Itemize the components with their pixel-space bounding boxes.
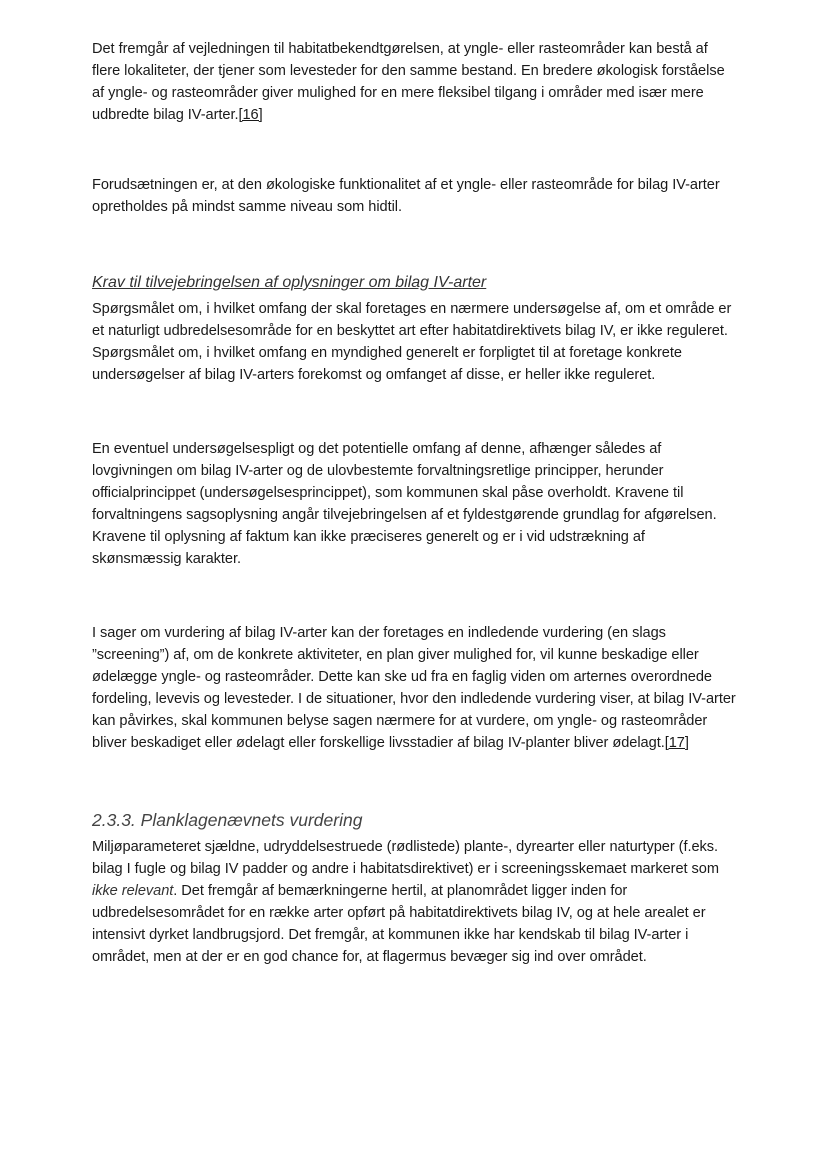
paragraph-text-before: Miljøparameteret sjældne, udryddelsestruede (rødlistede) plante-, dyrearter eller naturtyper (f.eks. bilag I fugle og bilag IV padder og andre i habitatsdirektivet) er i screeningsskemaet markeret som: [92, 839, 719, 877]
paragraph-forudsaetning: [92, 174, 737, 218]
paragraph-text-after: . Det fremgår af bemærkningerne hertil, at planområdet ligger inden for udbredelsesområdet for en række arter opført på habitatdirektivets bilag IV, og at hele arealet er intensivt dyrket landbrugsjord. Det fremgår, at kommunen ikke har kendskab til bilag IV-arter i området, men at der er en god chance for, at flagermus bevæger sig ind over området.: [92, 883, 706, 965]
paragraph-yngle-rasteomraader: [92, 38, 737, 126]
footnote-link-16[interactable]: [16]: [238, 107, 263, 123]
paragraph-text: Spørgsmålet om, i hvilket omfang der skal foretages en nærmere undersøgelse af, om et område er et naturligt udbredelsesområde for en beskyttet art efter habitatdirektivets bilag IV, er ikke reguleret. Spørgsmålet om, i hvilket omfang en myndighed generelt er forpligtet til at foretage konkrete undersøgelser af bilag IV-arters forekomst og omfanget af disse, er heller ikke reguleret.: [92, 301, 732, 383]
section-planklagenaevnets-vurdering: [92, 808, 737, 968]
paragraph-text: Forudsætningen er, at den økologiske funktionalitet af et yngle- eller rasteområde for bilag IV-arter opretholdes på mindst samme niveau som hidtil.: [92, 177, 720, 215]
footnote-link-17[interactable]: [17]: [664, 735, 689, 751]
subheading-krav: Krav til tilvejebringelsen af oplysninger om bilag IV-arter: [92, 274, 487, 291]
paragraph-spoergsmaal: [92, 298, 737, 386]
paragraph-text: Det fremgår af vejledningen til habitatbekendtgørelsen, at yngle- eller rasteområder kan bestå af flere lokaliteter, der tjener som levesteder for den samme bestand. En bredere økologisk forståelse af yngle- og rasteområder giver mulighed for en mere fleksibel tilgang i områder med især mere udbredte bilag IV-arter.: [92, 41, 725, 123]
section-heading: 2.3.3. Planklagenævnets vurdering: [92, 810, 363, 830]
paragraph-undersoegelsespligt: [92, 438, 737, 570]
paragraph-miljoeparameter: [92, 836, 737, 968]
italic-term: ikke relevant: [92, 883, 174, 899]
section-krav: [92, 272, 737, 386]
document-page: [92, 38, 737, 968]
paragraph-screening: [92, 622, 737, 754]
paragraph-text: En eventuel undersøgelsespligt og det potentielle omfang af denne, afhænger således af lovgivningen om bilag IV-arter og de ulovbestemte forvaltningsretlige principper, herunder officialprincippet (undersøgelsesprincippet), som kommunen skal påse overholdt. Kravene til forvaltningens sagsoplysning angår tilvejebringelsen af et fyldestgørende grundlag for afgørelsen. Kravene til oplysning af faktum kan ikke præciseres generelt og er i vid udstrækning af skønsmæssig karakter.: [92, 441, 717, 567]
paragraph-text: I sager om vurdering af bilag IV-arter kan der foretages en indledende vurdering (en slags ”screening”) af, om de konkrete aktiviteter, en plan giver mulighed for, vil kunne beskadige eller ødelægge yngle- og rasteområder. Dette kan ske ud fra en faglig viden om arternes overordnede fordeling, levevis og levesteder. I de situationer, hvor den indledende vurdering viser, at bilag IV-arter kan påvirkes, skal kommunen belyse sagen nærmere for at vurdere, om yngle- og rasteområder bliver beskadiget eller ødelagt eller forskellige livsstadier af bilag IV-planter bliver ødelagt.: [92, 625, 736, 751]
